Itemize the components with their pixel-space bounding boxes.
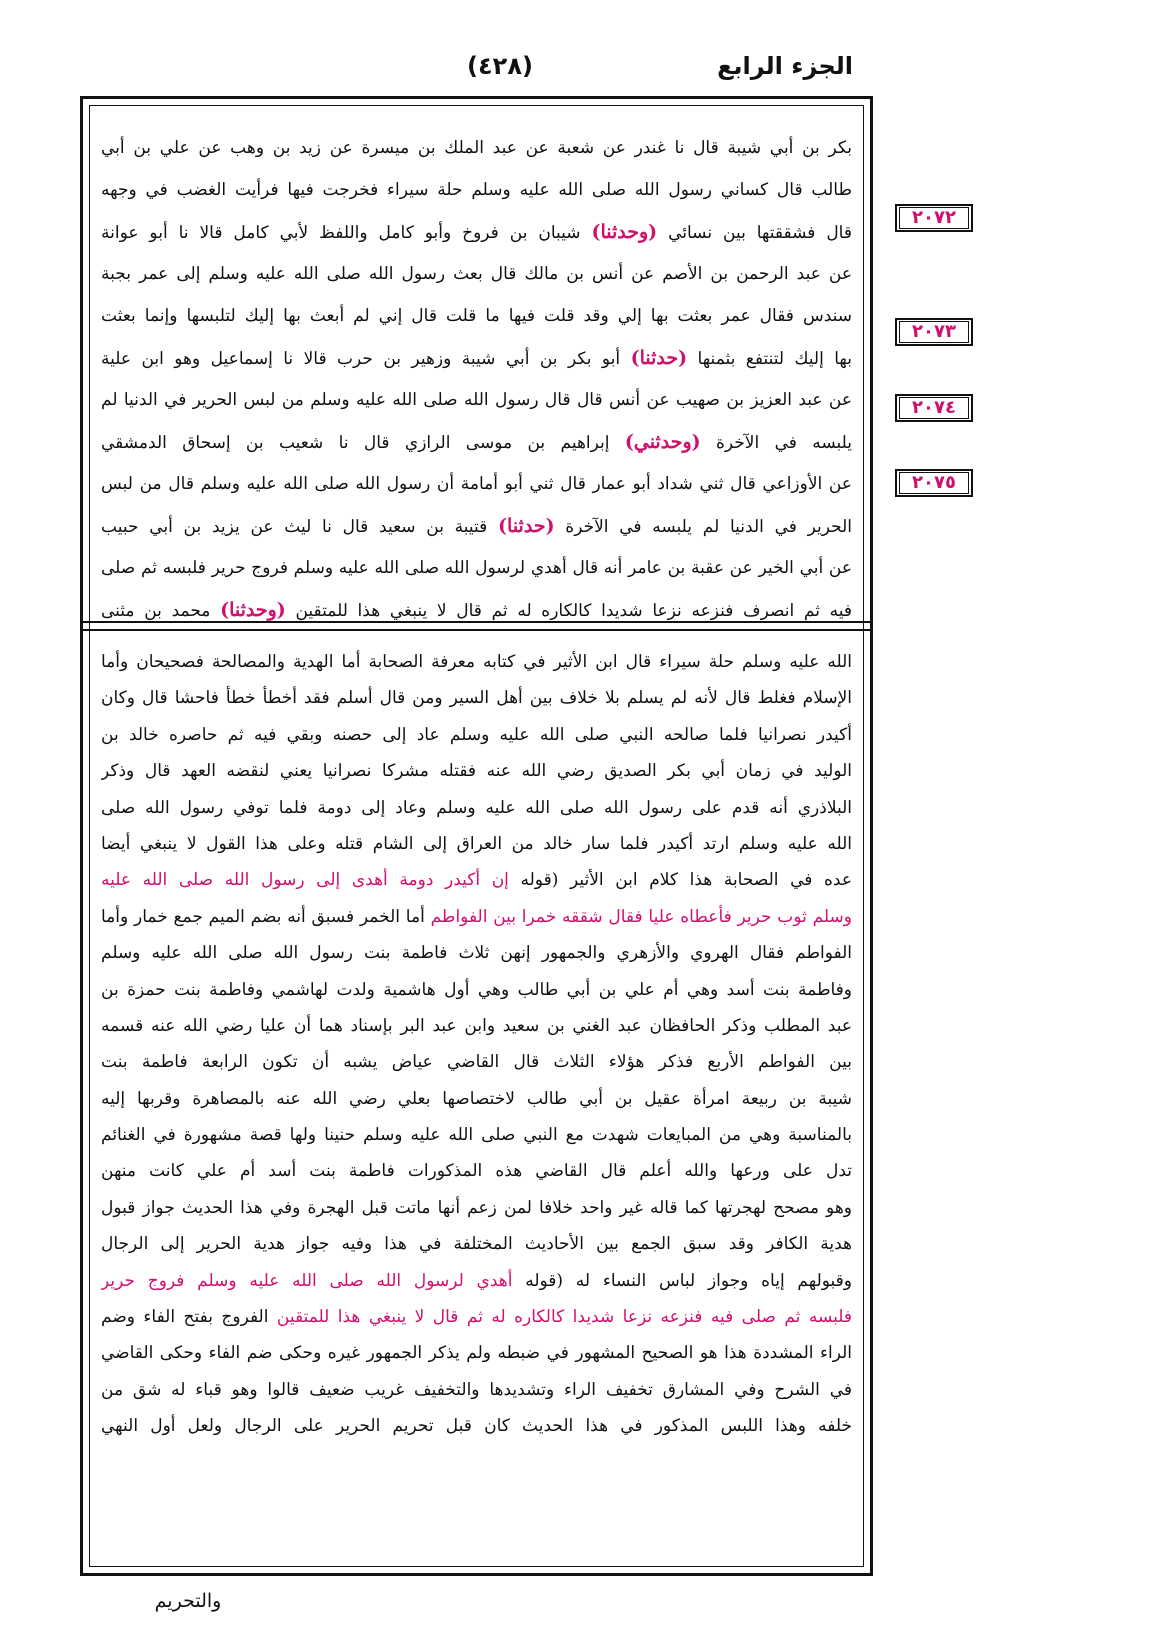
text-line (101, 1044, 852, 1080)
text-line (101, 644, 852, 680)
text-line (101, 1153, 852, 1189)
text-segment: البلاذري أنه قدم على رسول الله صلى الله عليه وسلم وعاد إلى دومة فلما توفي رسول الله صلى (101, 797, 852, 818)
text-line (101, 862, 852, 898)
text-line (101, 463, 852, 505)
text-line (101, 790, 852, 826)
page-frame (80, 96, 873, 1576)
hadith-number-box (895, 318, 973, 346)
hadith-text (101, 127, 852, 631)
text-segment: قتيبة بن سعيد قال نا ليث عن يزيد بن أبي حبيب (101, 517, 499, 537)
quoted-matn: وسلم ثوب حرير فأعطاه عليا فقال شققه خمرا بين الفواطم (430, 906, 852, 927)
text-segment: يلبسه في الآخرة (700, 433, 852, 453)
quoted-matn: إن أكيدر دومة أهدى إلى رسول الله صلى الله عليه (101, 870, 509, 891)
text-line (101, 899, 852, 935)
text-segment: الفواطم فقال الهروي والأزهري والجمهور إنهن ثلاث فاطمة بنت رسول الله صلى الله عليه وسلم (101, 943, 852, 964)
text-segment: بكر بن أبي شيبة قال نا غندر عن شعبة عن عبد الملك بن ميسرة عن زيد بن وهب عن علي بن أبي (101, 138, 852, 158)
narration-marker: (وحدثني) (624, 431, 701, 453)
page-number: (٤٢٨) (467, 52, 533, 80)
narration-marker: (وحدثنا) (591, 221, 658, 243)
hadith-number-box (895, 469, 973, 497)
text-segment: الوليد في زمان أبي بكر الصديق رضي الله عنه فقتله مشركا نصرانيا يعني لنقضه العهد قال وذكر (101, 761, 852, 782)
text-segment: سندس فقال عمر بعثت بها إلي وقد قلت فيها ما قلت قال إني لم أبعث بها إليك لتلبسها وإنما بعثت (101, 306, 852, 326)
hadith-number: ٢٠٧٢ (899, 207, 969, 229)
text-line (101, 253, 852, 295)
text-segment: تدل على ورعها والله أعلم قال القاضي هذه المذكورات فاطمة بنت أسد أم علي كانت منهن (101, 1161, 852, 1182)
hadith-number: ٢٠٧٣ (899, 321, 969, 343)
text-line (101, 337, 852, 379)
text-line (101, 1117, 852, 1153)
hadith-number: ٢٠٧٤ (899, 397, 969, 419)
text-segment: في الشرح وفي المشارق تخفيف الراء وتشديدها والتخفيف غريب ضعيف قالوا وهو قباء له شق من (101, 1379, 852, 1400)
quoted-matn: فلبسه ثم صلى فيه فنزعه نزعا شديدا كالكاره له ثم قال لا ينبغي هذا للمتقين (276, 1307, 852, 1328)
text-line (101, 211, 852, 253)
catchword: والتحريم (154, 1590, 222, 1612)
text-segment: الفروج بفتح الفاء وضم (101, 1307, 277, 1328)
text-line (101, 295, 852, 337)
text-segment: عبد المطلب وذكر الحافظان عبد الغني بن سعيد وابن عبد البر بإسناد هما أن عليا رضي الله عنه قسمه (101, 1015, 852, 1036)
text-line (101, 1190, 852, 1226)
text-line (101, 505, 852, 547)
text-segment: عن عبد الرحمن بن الأصم عن أنس بن مالك قال بعث رسول الله صلى الله عليه وسلم إلى عمر بجبة (101, 264, 852, 284)
section-divider (83, 621, 870, 631)
narration-marker: (وحدثنا) (220, 599, 286, 621)
hadith-number: ٢٠٧٥ (899, 472, 969, 494)
text-segment: أما الخمر فسبق أنه بضم الميم جمع خمار وأما (101, 906, 431, 927)
text-segment: إبراهيم بن موسى الرازي قال نا شعيب بن إسحاق الدمشقي (101, 433, 625, 453)
text-segment: الله عليه وسلم ارتد أكيدر فلما سار خالد من العراق إلى الشام قتله وعلى هذا القول لا ينبغي أيضا (101, 833, 852, 854)
text-line (101, 1372, 852, 1408)
text-segment: وقبولهم إياه وجواز لباس النساء له (قوله (512, 1270, 852, 1291)
text-segment: هدية الكافر وقد سبق الجمع بين الأحاديث المختلفة في هذا وفيه جواز هدية الحرير إلى الرجال (101, 1234, 852, 1255)
text-segment: بين الفواطم الأربع فذكر هؤلاء الثلاث قال القاضي عياض يشبه أن تكون الرابعة فاطمة بنت (101, 1052, 852, 1073)
text-line (101, 1008, 852, 1044)
text-segment: عن أبي الخير عن عقبة بن عامر أنه قال أهدي لرسول الله صلى الله عليه وسلم فروج حرير فلبسه ثم صلى (101, 558, 852, 578)
text-segment: وفاطمة بنت أسد وهي أم علي بن أبي طالب وهي أول هاشمية ولدت لهاشمي وفاطمة بنت حمزة بن (101, 979, 852, 1000)
text-segment: أبو بكر بن أبي شيبة وزهير بن حرب قالا نا إسماعيل وهو ابن علية (101, 349, 631, 369)
text-segment: بها إليك لتنتفع بثمنها (687, 349, 852, 369)
text-line (101, 1335, 852, 1371)
part-title: الجزء الرابع (717, 52, 853, 80)
text-line (101, 1263, 852, 1299)
text-line (101, 1408, 852, 1444)
hadith-number-box (895, 204, 973, 232)
text-line (101, 127, 852, 169)
text-line (101, 169, 852, 211)
text-segment: عن الأوزاعي قال ثني شداد أبو عمار قال ثني أبو أمامة أن رسول الله صلى الله عليه وسلم قال من لبس (101, 474, 852, 494)
text-segment: الإسلام فغلط قال لأنه لم يسلم بلا خلاف بين أهل السير ومن قال أسلم فقد أخطأ خطأ فاحشا قال وكان (101, 688, 852, 709)
narration-marker: (حدثنا) (630, 347, 688, 369)
text-line (101, 680, 852, 716)
text-line (101, 826, 852, 862)
text-segment: الراء المشددة هذا هو الصحيح المشهور في ضبطه ولم يذكر الجمهور غيره وحكى ضم الفاء وحكى القاضي (101, 1343, 852, 1364)
text-line (101, 547, 852, 589)
text-segment: وهو مصحح لهجرتها كما قاله غير واحد خلافا لمن زعم أنها ماتت قبل الهجرة وفي هذا الحديث جواز قبول (101, 1197, 852, 1218)
text-line (101, 717, 852, 753)
text-line (101, 935, 852, 971)
text-line (101, 753, 852, 789)
text-line (101, 972, 852, 1008)
text-segment: الحرير في الدنيا لم يلبسه في الآخرة (554, 517, 852, 537)
text-segment: الله عليه وسلم حلة سيراء قال ابن الأثير في كتابه معرفة الصحابة أما الهدية والمصالحة فصحيحان وأما (101, 652, 852, 672)
text-line (101, 1226, 852, 1262)
text-line (101, 421, 852, 463)
text-segment: شيبة بن ربيعة امرأة عقيل بن أبي طالب لاختصاصها بعلي رضي الله عنه بالمصاهرة وقربها إليه (101, 1088, 852, 1109)
text-segment: أكيدر نصرانيا فلما صالحه النبي صلى الله عليه وسلم عاد إلى حصنه وبقي فيه ثم حاصره خالد بن (101, 724, 852, 745)
hadith-number-box (895, 394, 973, 422)
text-segment: عن عبد العزيز بن صهيب عن أنس قال قال رسول الله صلى الله عليه وسلم من لبس الحرير في الدنيا لم (101, 390, 852, 410)
text-segment: فيه ثم انصرف فنزعه نزعا شديدا كالكاره له ثم قال لا ينبغي هذا للمتقين (285, 601, 852, 621)
text-line (101, 379, 852, 421)
text-segment: شيبان بن فروخ وأبو كامل واللفظ لأبي كامل قالا نا أبو عوانة (101, 223, 592, 243)
text-segment: محمد بن مثنى (101, 601, 221, 621)
text-line (101, 1299, 852, 1335)
quoted-matn: أهدي لرسول الله صلى الله عليه وسلم فروج حرير (101, 1270, 513, 1291)
text-line (101, 1081, 852, 1117)
text-segment: خلفه وهذا اللبس المذكور في هذا الحديث كان قبل تحريم الحرير على الرجال ولعل أول النهي (101, 1416, 852, 1437)
text-segment: بالمناسبة وهي من المبايعات شهدت مع النبي صلى الله عليه وسلم حنينا ولها قصة مشهورة في الغنائم (101, 1125, 852, 1146)
text-segment: طالب قال كساني رسول الله صلى الله عليه وسلم حلة سيراء فخرجت فيها فرأيت الغضب في وجهه (101, 180, 852, 200)
text-segment: عده في الصحابة هذا كلام ابن الأثير (قوله (508, 870, 852, 891)
narration-marker: (حدثنا) (498, 515, 555, 537)
commentary-text (101, 644, 852, 1445)
text-segment: قال فشققتها بين نسائي (657, 223, 852, 243)
